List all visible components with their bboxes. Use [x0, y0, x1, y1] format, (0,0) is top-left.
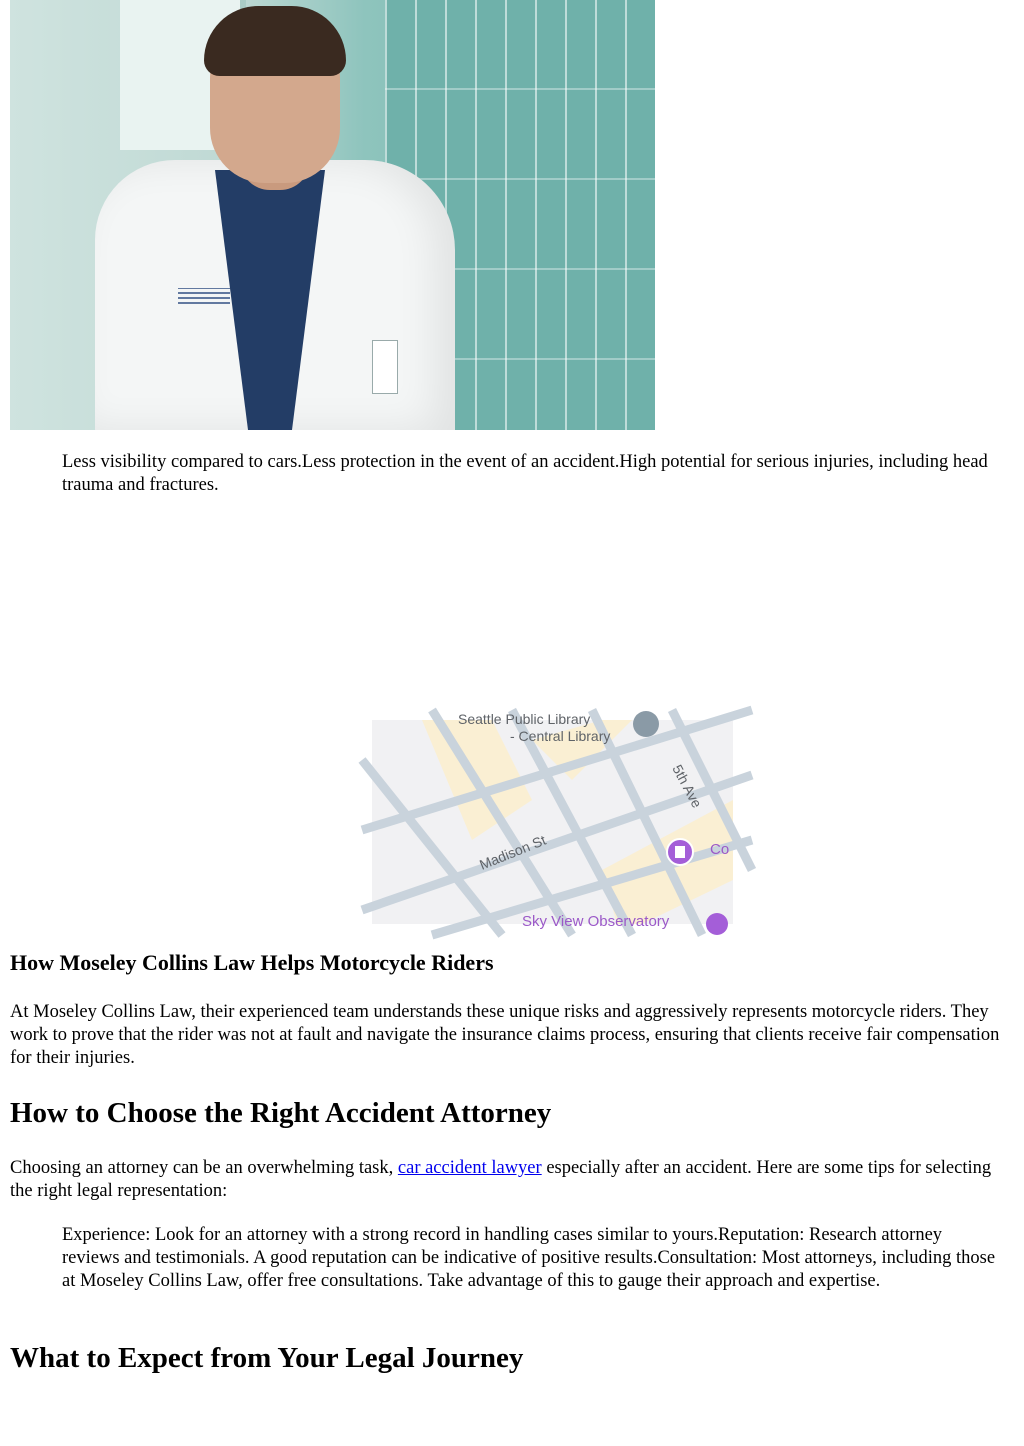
map-svg	[372, 711, 733, 930]
hero-photo	[10, 0, 655, 430]
riders-paragraph: At Moseley Collins Law, their experienced team understands these unique risks and aggressively represents motorcycle riders. They work to prove that the rider was not at fault and navigate the insurance claims process, ensuring that clients receive fair compensation for their injuries.	[10, 1002, 1000, 1068]
section-heading-riders: How Moseley Collins Law Helps Motorcycle Riders	[10, 950, 494, 975]
sky-view-pin-icon[interactable]	[706, 913, 728, 935]
map-label-sky-view: Sky View Observatory	[522, 913, 670, 930]
intro-text-after: especially after an accident. Here are some tips for selecting the right legal representation:	[10, 1158, 992, 1201]
section-heading-legal-journey: What to Expect from Your Legal Journey	[10, 1342, 524, 1374]
hospital-logo	[178, 288, 230, 304]
tips-paragraph: Experience: Look for an attorney with a strong record in handling cases similar to yours.Reputation: Research attorney reviews and testimonials. A good reputation can be indicative of positive results.Consultation: Most attorneys, including those at Moseley Collins Law, offer free consultations. Take advantage of this to gauge their approach and expertise.	[62, 1225, 996, 1291]
map-label-library: Seattle Public Library	[458, 711, 591, 727]
map-label-poi-cut: Co	[710, 841, 730, 858]
photo-hair	[204, 6, 346, 76]
map-label-library-sub: - Central Library	[510, 728, 611, 744]
section-heading-choose-attorney: How to Choose the Right Accident Attorney	[10, 1097, 552, 1129]
choose-intro-paragraph	[10, 1157, 1002, 1203]
map-label-5th-ave: 5th Ave	[669, 761, 706, 811]
car-accident-lawyer-link[interactable]: car accident lawyer	[397, 1158, 542, 1178]
map-label-madison: Madison St	[477, 831, 549, 873]
id-badge	[372, 340, 398, 394]
library-pin-icon[interactable]	[633, 711, 659, 737]
map-image	[372, 711, 733, 930]
risks-paragraph: Less visibility compared to cars.Less protection in the event of an accident.High potential for serious injuries, including head trauma and fractures.	[62, 452, 988, 495]
intro-text-before: Choosing an attorney can be an overwhelming task,	[10, 1158, 398, 1178]
pin-glyph	[675, 846, 685, 858]
